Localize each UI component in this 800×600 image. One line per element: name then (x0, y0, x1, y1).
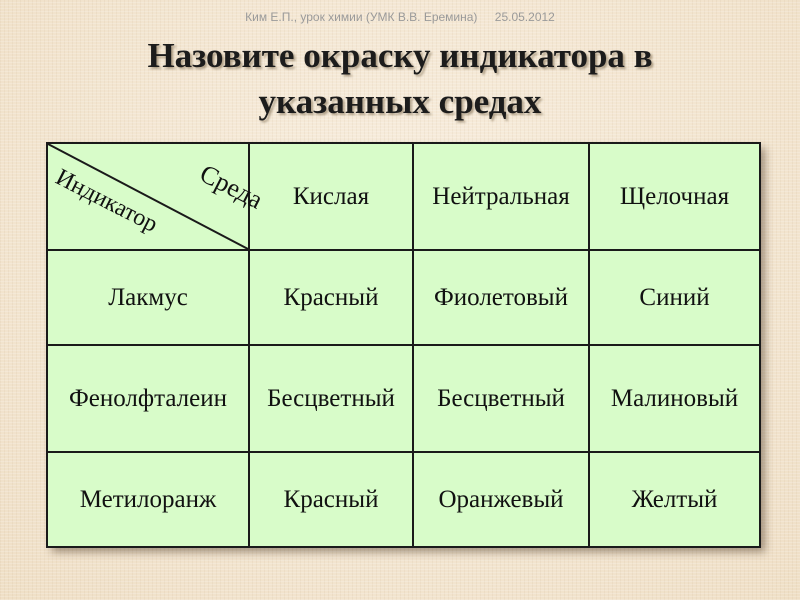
indicator-color-table (46, 142, 759, 546)
environment-label: Среда (195, 158, 268, 215)
column-header-alkaline: Щелочная (589, 143, 760, 250)
row-header-indicator: Метилоранж (47, 452, 249, 547)
indicator-label: Индикатор (51, 164, 162, 238)
table-row (47, 345, 760, 452)
table-cell: Красный (249, 452, 413, 547)
table-cell: Синий (589, 250, 760, 345)
column-header-acidic: Кислая (249, 143, 413, 250)
table-cell: Бесцветный (413, 345, 589, 452)
slide-header (0, 10, 800, 24)
table-cell: Желтый (589, 452, 760, 547)
table-cell: Фиолетовый (413, 250, 589, 345)
table-grid (46, 142, 761, 548)
table-header-row (47, 143, 760, 250)
slide-title-line-2: указанных средах (258, 82, 542, 121)
row-header-indicator: Фенолфталеин (47, 345, 249, 452)
slide-title-line-1: Назовите окраску индикатора в (147, 36, 653, 75)
corner-header-cell (47, 143, 268, 250)
table-row (47, 452, 760, 547)
slide-date: 25.05.2012 (494, 10, 555, 24)
slide-title (40, 33, 760, 125)
table-cell: Оранжевый (413, 452, 589, 547)
column-header-neutral: Нейтральная (413, 143, 589, 250)
table-cell: Красный (249, 250, 413, 345)
row-header-indicator: Лакмус (47, 250, 249, 345)
author-credit: Ким Е.П., урок химии (УМК В.В. Еремина) (245, 10, 478, 24)
table-row (47, 250, 760, 345)
table-cell: Бесцветный (249, 345, 413, 452)
table-cell: Малиновый (589, 345, 760, 452)
